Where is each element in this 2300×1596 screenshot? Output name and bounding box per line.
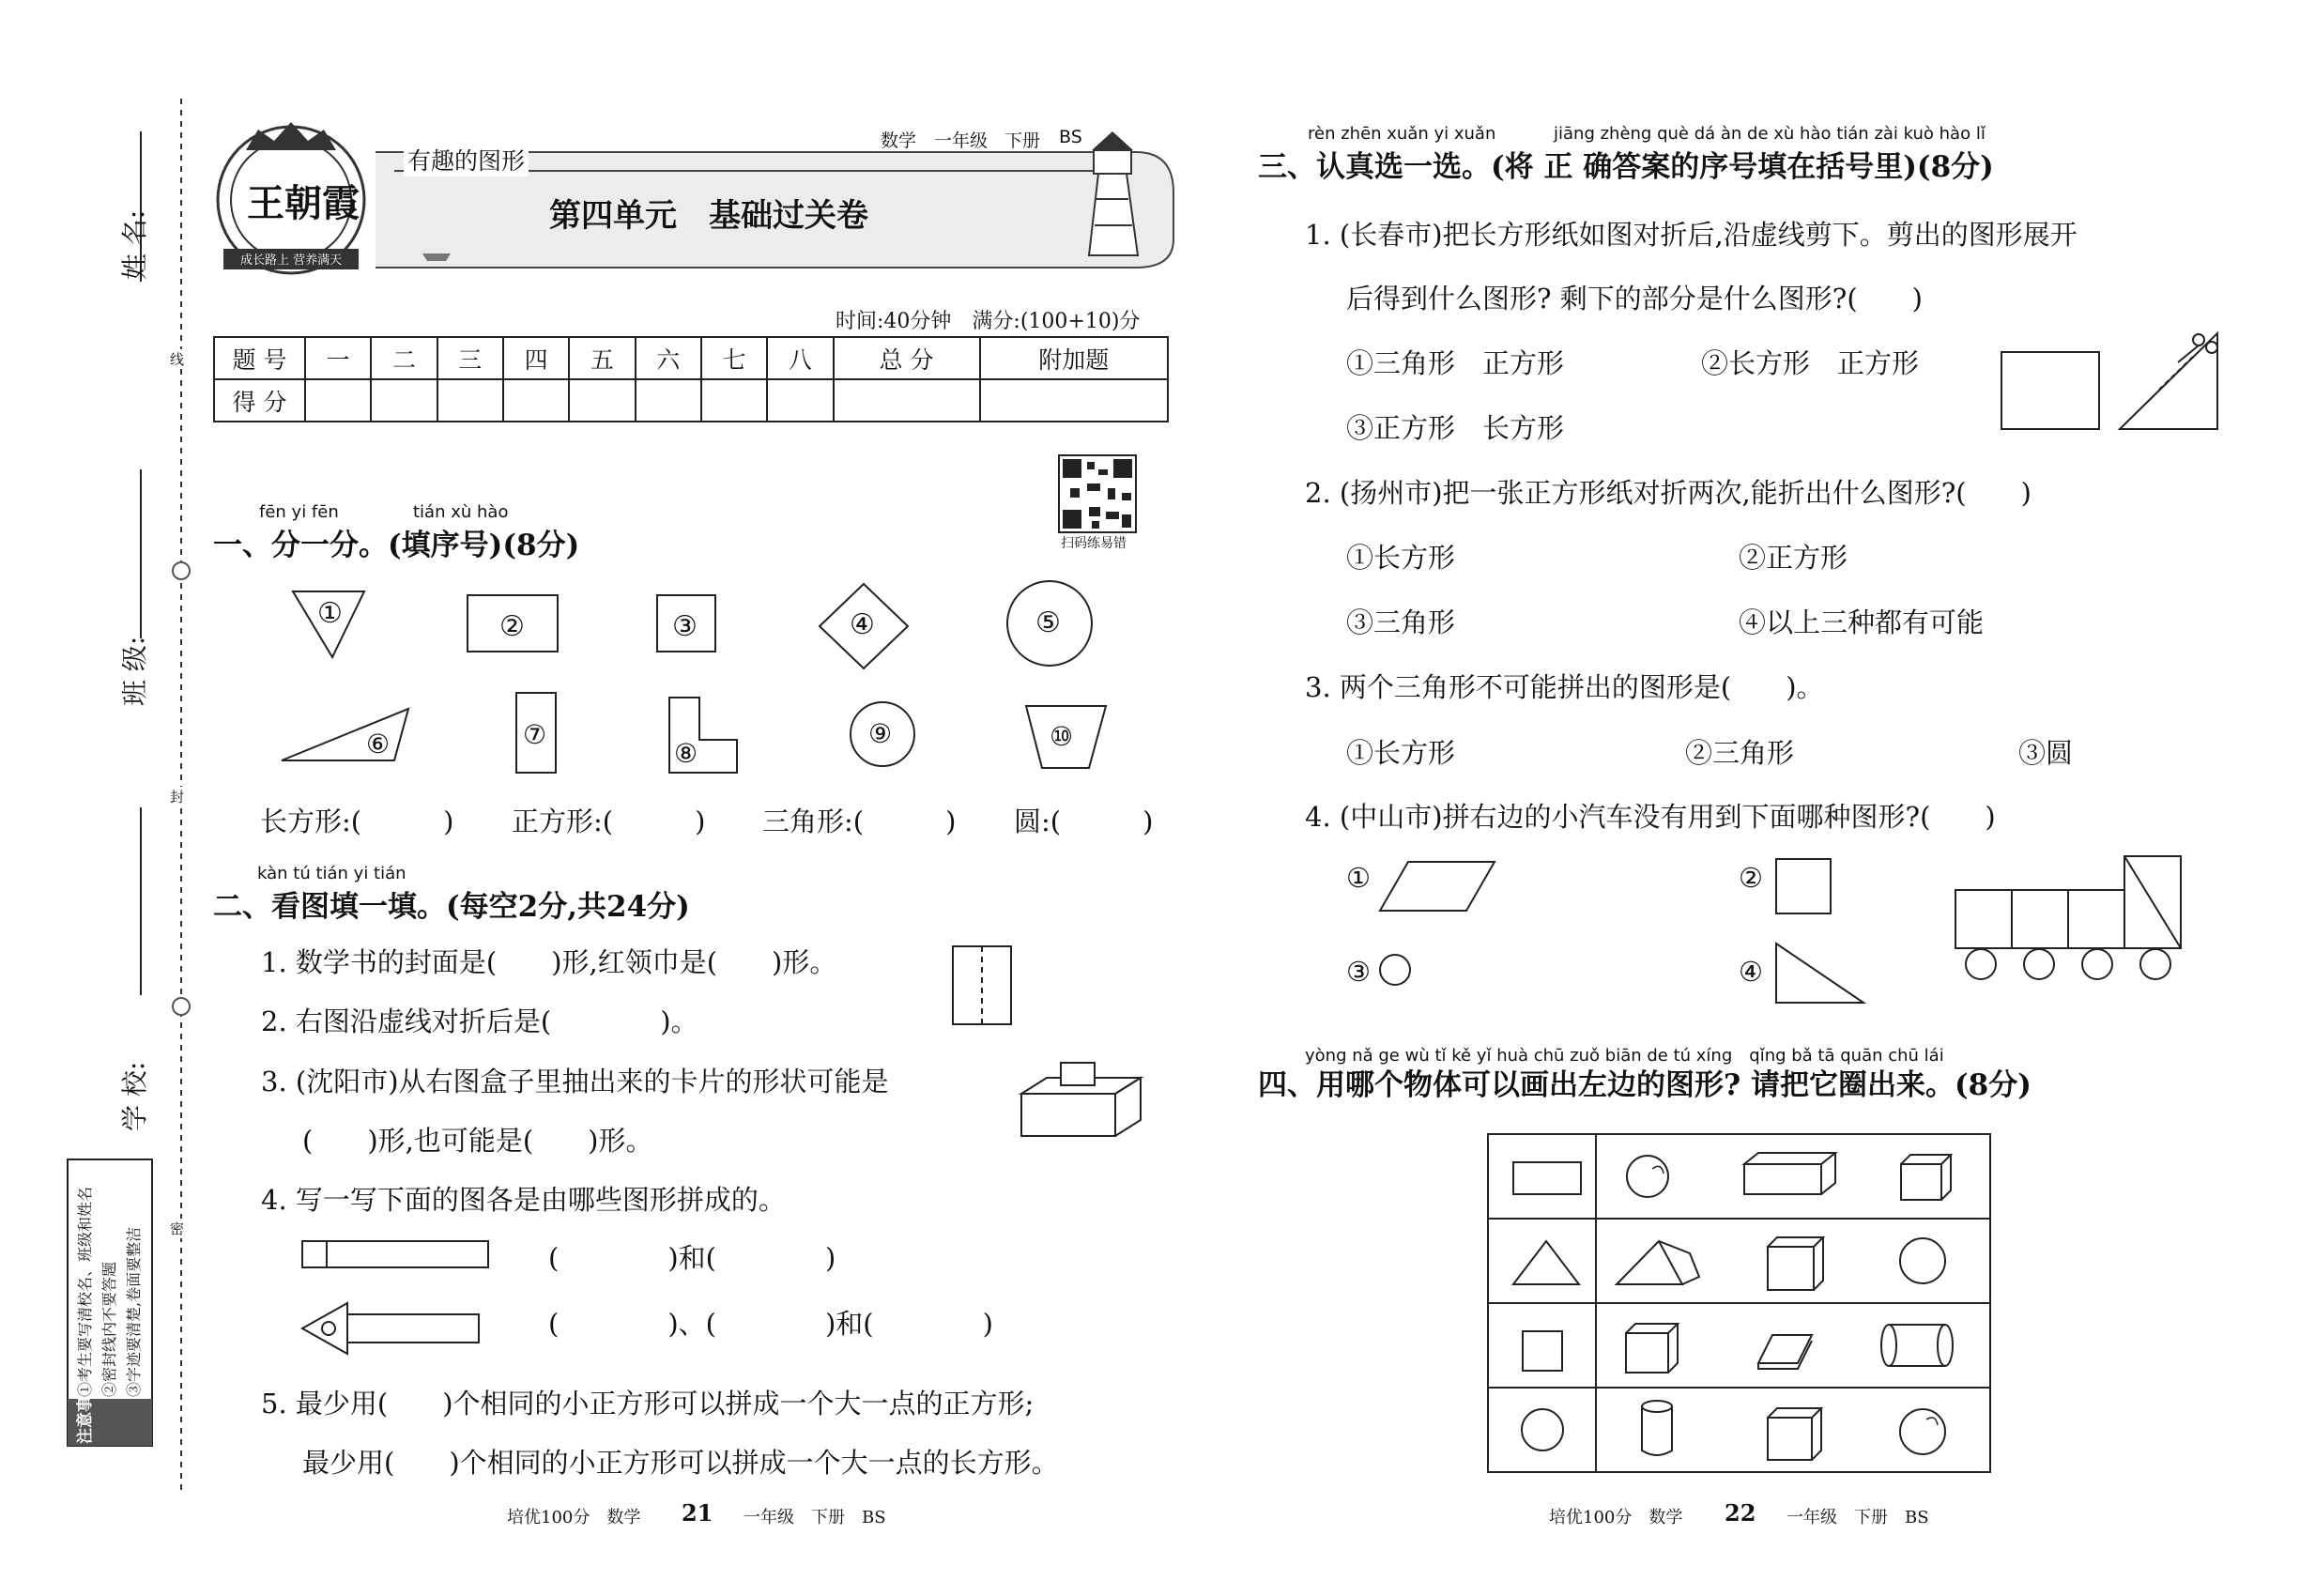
s3-pinyin-a: rèn zhēn xuǎn yi xuǎn	[1308, 124, 1496, 144]
score-header-cell: 三	[437, 337, 503, 379]
s2-q5a: 5. 最少用( )个相同的小正方形可以拼成一个大一点的正方形;	[261, 1388, 1035, 1420]
score-header-cell: 二	[371, 337, 437, 379]
time-info: 时间:40分钟 满分:(100+10)分	[836, 310, 1141, 333]
footer-left-page: 21	[682, 1499, 713, 1527]
s2-q4b[interactable]: ( )、( )和( )	[548, 1308, 993, 1340]
s3-q2: 2. (扬州市)把一张正方形纸对折两次,能折出什么图形?( )	[1305, 477, 2032, 509]
topic-label: 有趣的图形	[404, 143, 529, 176]
s3-q4-opt3[interactable]: ③	[1346, 956, 1371, 988]
shape-label-4: ④	[850, 608, 875, 641]
score-header-cell: 附加题	[980, 337, 1168, 379]
shape-label-8: ⑧	[674, 738, 698, 769]
s2-q4a[interactable]: ( )和( )	[548, 1242, 836, 1274]
brand-logo: 王朝霞	[247, 182, 360, 225]
seal-mark-seal: 封	[170, 789, 185, 806]
footer-right-a: 培优100分 数学	[1549, 1508, 1683, 1527]
name-label: 姓 名:	[119, 209, 150, 280]
s1-answer-rect[interactable]: 长方形:( )	[260, 806, 454, 837]
shape-label-5: ⑤	[1035, 606, 1061, 639]
footer-left-b: 一年级 下册 BS	[744, 1508, 886, 1527]
s1-answer-circle[interactable]: 圆:( )	[1014, 806, 1154, 837]
s3-q2-opt2[interactable]: ②正方形	[1739, 542, 1848, 574]
shape-label-9: ⑨	[868, 718, 893, 749]
class-label: 班 级:	[119, 636, 150, 706]
s2-q5b: 最少用( )个相同的小正方形可以拼成一个大一点的长方形。	[302, 1447, 1059, 1479]
shape-label-10: ⑩	[1050, 721, 1074, 752]
s4-pinyin: yòng nǎ ge wù tǐ kě yǐ huà chū zuǒ biān de tú xíng qǐng bǎ tā quān chū lái	[1305, 1046, 1944, 1066]
s2-q1: 1. 数学书的封面是( )形,红领巾是( )形。	[261, 946, 837, 978]
score-header-cell: 五	[569, 337, 635, 379]
s3-q4-opt2[interactable]: ②	[1739, 862, 1763, 894]
page-title: 第四单元 基础过关卷	[549, 197, 868, 235]
score-row-label: 得 分	[214, 379, 305, 422]
s3-q1a: 1. (长春市)把长方形纸如图对折后,沿虚线剪下。剪出的图形展开	[1305, 219, 2078, 251]
meta-edition: BS	[1059, 127, 1082, 147]
s3-q1b: 后得到什么图形? 剩下的部分是什么图形?( )	[1346, 283, 1923, 315]
s3-title: 三、认真选一选。(将 正 确答案的序号填在括号里)(8分)	[1258, 150, 1994, 184]
s1-pinyin-b: tián xù hào	[413, 502, 509, 522]
shape-label-7: ⑦	[523, 719, 547, 750]
notes-title: 注意事项	[76, 1380, 95, 1444]
score-header-cell: 题 号	[214, 337, 305, 379]
s3-q2-opt3[interactable]: ③三角形	[1346, 606, 1456, 638]
s1-answer-square[interactable]: 正方形:( )	[512, 806, 706, 837]
s3-q3: 3. 两个三角形不可能拼出的图形是( )。	[1305, 671, 1824, 703]
s3-q4-opt4[interactable]: ④	[1739, 956, 1763, 988]
s3-q2-opt1[interactable]: ①长方形	[1346, 542, 1456, 574]
footer-left-a: 培优100分 数学	[507, 1508, 641, 1527]
seal-mark-secret: 密	[170, 1220, 185, 1237]
school-label: 学 校:	[119, 1061, 150, 1131]
meta-grade: 一年级	[934, 130, 989, 151]
s3-q1-opt2[interactable]: ②长方形 正方形	[1701, 347, 1920, 379]
s3-q1-opt3[interactable]: ③正方形 长方形	[1346, 412, 1565, 444]
s3-q1-opt1[interactable]: ①三角形 正方形	[1346, 347, 1565, 379]
score-header-cell: 七	[701, 337, 767, 379]
score-header-cell: 四	[503, 337, 569, 379]
meta-volume: 下册	[1004, 130, 1041, 151]
score-header-cell: 八	[767, 337, 833, 379]
s2-q3b: ( )形,也可能是( )形。	[302, 1125, 653, 1157]
qr-caption: 扫码练易错	[1061, 536, 1127, 551]
s2-pinyin: kàn tú tián yi tián	[257, 864, 406, 883]
seal-mark-line: 线	[170, 351, 185, 368]
note-1: ①考生要写清校名、班级和姓名	[76, 1186, 94, 1397]
s2-q3a: 3. (沈阳市)从右图盒子里抽出来的卡片的形状可能是	[261, 1066, 889, 1097]
s1-pinyin-a: fēn yi fēn	[259, 502, 339, 522]
footer-right-b: 一年级 下册 BS	[1786, 1508, 1929, 1527]
score-header-cell: 六	[636, 337, 701, 379]
s3-q4: 4. (中山市)拼右边的小汽车没有用到下面哪种图形?( )	[1305, 801, 1996, 833]
s3-q2-opt4[interactable]: ④以上三种都有可能	[1739, 606, 1985, 638]
shape-label-1: ①	[317, 597, 343, 630]
s2-q4: 4. 写一写下面的图各是由哪些图形拼成的。	[261, 1184, 786, 1216]
s4-title: 四、用哪个物体可以画出左边的图形? 请把它圈出来。(8分)	[1258, 1068, 2032, 1102]
score-header-cell: 总 分	[834, 337, 980, 379]
s3-q4-opt1[interactable]: ①	[1346, 862, 1371, 894]
s2-q2: 2. 右图沿虚线对折后是( )。	[261, 1005, 698, 1037]
shape-label-2: ②	[499, 610, 525, 643]
shape-label-6: ⑥	[366, 729, 391, 760]
meta-subject: 数学	[881, 130, 917, 151]
shape-label-3: ③	[672, 610, 698, 643]
brand-subtitle: 成长路上 营养满天	[240, 253, 343, 268]
s1-title: 一、分一分。(填序号)(8分)	[213, 529, 580, 562]
s2-title: 二、看图填一填。(每空2分,共24分)	[213, 890, 690, 924]
note-2: ②密封线内不要答题	[100, 1261, 118, 1397]
s3-q3-opt2[interactable]: ②三角形	[1685, 737, 1795, 769]
s3-pinyin-b: jiāng zhèng què dá àn de xù hào tián zài kuò hào lǐ	[1554, 124, 1986, 144]
s3-q3-opt1[interactable]: ①长方形	[1346, 737, 1456, 769]
s1-answer-triangle[interactable]: 三角形:( )	[762, 806, 957, 837]
score-header-cell: 一	[305, 337, 371, 379]
note-3: ③字迹要清楚,卷面要整洁	[125, 1226, 143, 1397]
footer-right-page: 22	[1725, 1499, 1756, 1527]
s3-q3-opt3[interactable]: ③圆	[2018, 737, 2074, 769]
